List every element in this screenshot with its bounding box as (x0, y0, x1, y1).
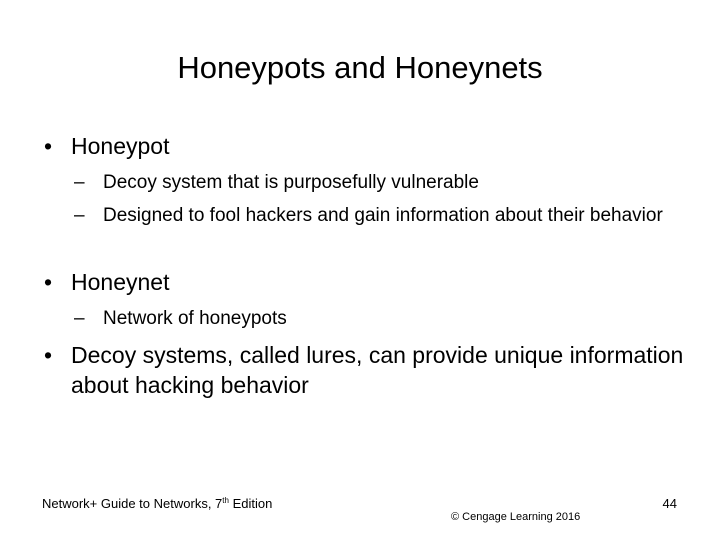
page-number: 44 (662, 496, 677, 511)
subitem-text: Designed to fool hackers and gain information about their behavior (103, 205, 663, 226)
dash-mark: – (74, 308, 85, 329)
footer-book-superscript: th (222, 496, 229, 505)
bullet-decoy-systems (44, 340, 684, 400)
bullet-mark: • (44, 342, 53, 368)
subitem-decoy-system (74, 168, 674, 198)
bullet-mark: • (44, 133, 53, 159)
subitem-text: Decoy system that is purposefully vulnerable (103, 172, 479, 193)
slide-title: Honeypots and Honeynets (177, 50, 543, 85)
bullet-text: Honeypot (71, 133, 170, 159)
subitem-text: Network of honeypots (103, 308, 287, 329)
footer-copyright: © Cengage Learning 2016 (451, 511, 581, 523)
subitem-network-of-honeypots (74, 304, 674, 334)
bullet-text: Honeynet (71, 269, 170, 295)
bullet-mark: • (44, 269, 53, 295)
footer-book-prefix: Network+ Guide to Networks, 7 (42, 496, 223, 511)
dash-mark: – (74, 205, 85, 226)
bullet-honeypot (44, 131, 684, 161)
subitem-designed-to-fool (74, 201, 674, 231)
footer-book-title (42, 496, 272, 512)
bullet-text: Decoy systems, called lures, can provide unique information about hacking behavior (71, 342, 684, 398)
footer-book-suffix: Edition (228, 496, 273, 511)
bullet-honeynet (44, 267, 684, 297)
dash-mark: – (74, 172, 85, 193)
